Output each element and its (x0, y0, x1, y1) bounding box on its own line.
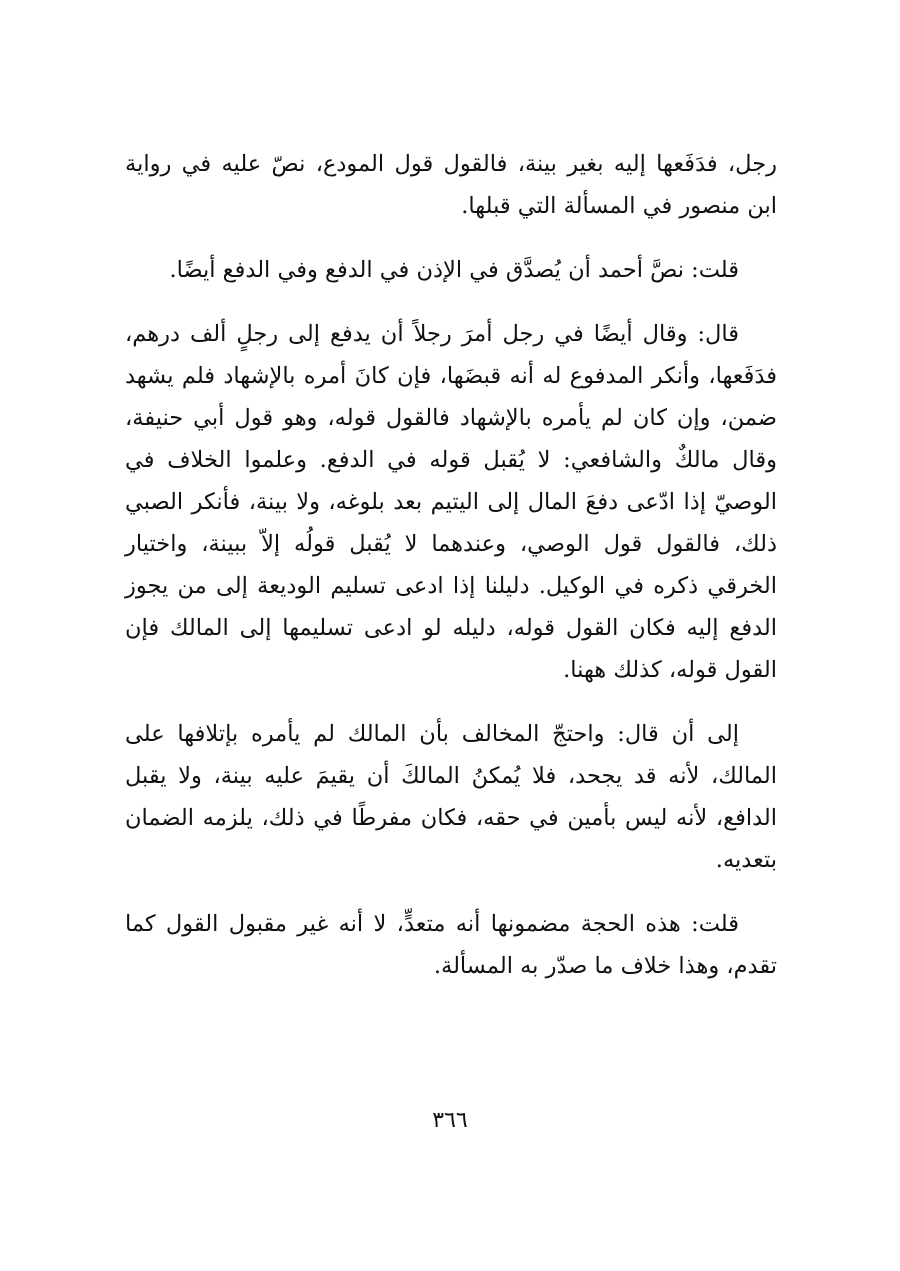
page-number: ٣٦٦ (432, 1108, 468, 1133)
paragraph-qult-1: قلت: نصَّ أحمد أن يُصدَّق في الإذن في الدفع وفي الدفع أيضًا. (169, 257, 739, 283)
paragraph-qala: قال: وقال أيضًا في رجل أمرَ رجلاً أن يدفع إلى رجلٍ ألف درهم، فدَفَعها، وأنكر المدفوع له أنه قبضَها، فإن كانَ أمره بالإشهاد فلم يشهد ضمن، وإن كان لم يأمره بالإشهاد فالقول قوله، وهو قول أبي حنيفة، وقال مالكٌ والشافعي: لا يُقبل قوله في الدفع. وعلموا الخلاف في الوصيّ إذا ادّعى دفعَ المال إلى اليتيم بعد بلوغه، ولا بينة، فأنكر الصبي ذلك، فالقول قول الوصي، وعندهما لا يُقبل قولُه إلاّ ببينة، واختيار الخرقي ذكره في الوكيل. دليلنا إذا ادعى تسليم الوديعة إلى من يجوز الدفع إليه فكان القول قوله، دليله لو ادعى تسليمها إلى المالك فإن القول قوله، كذلك ههنا. (125, 321, 777, 683)
paragraph-continuation: رجل، فدَفَعها إليه بغير بينة، فالقول قول المودع، نصّ عليه في رواية ابن منصور في المسألة التي قبلها. (125, 151, 777, 219)
paragraph-qult-2: قلت: هذه الحجة مضمونها أنه متعدٍّ، لا أنه غير مقبول القول كما تقدم، وهذا خلاف ما صدّر به المسألة. (125, 911, 777, 979)
paragraph-ila-an-qala: إلى أن قال: واحتجّ المخالف بأن المالك لم يأمره بإتلافها على المالك، لأنه قد يجحد، فلا يُمكنُ المالكَ أن يقيمَ عليه بينة، ولا يقبل الدافع، لأنه ليس بأمين في حقه، فكان مفرطًا في ذلك، يلزمه الضمان بتعديه. (125, 721, 777, 873)
body-text (125, 143, 777, 1009)
